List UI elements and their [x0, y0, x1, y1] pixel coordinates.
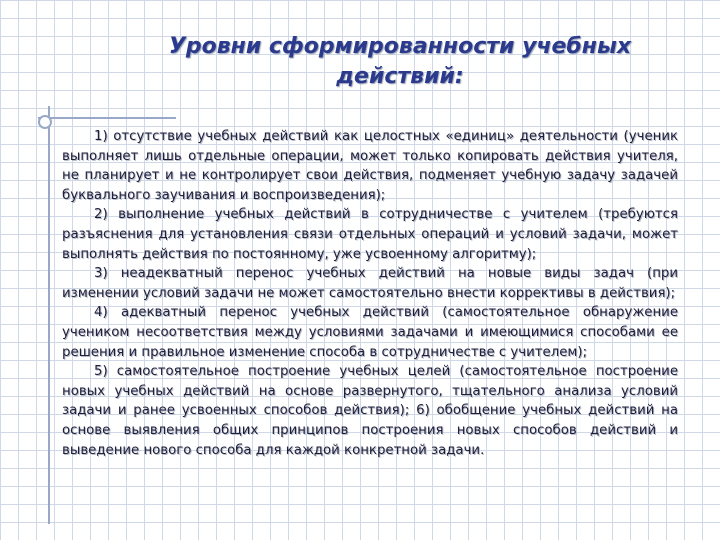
decorative-horizontal-rule: [38, 117, 176, 119]
level-4-paragraph: 4) адекватный перенос учебных действий (самостоятельное обнаружение учеником несоответствия между условиями задачами и имеющимися способами ее решения и правильное изменение способа в сотрудничестве с учителем);: [62, 305, 678, 360]
level-3-paragraph: 3) неадекватный перенос учебных действий на новые виды задач (при изменении условий задачи не может самостоятельно внести коррективы в действия);: [62, 266, 678, 301]
levels-description: [62, 127, 678, 460]
level-1-paragraph: 1) отсутствие учебных действий как целостных «единиц» деятельности (ученик выполняет лишь отдельные операции, может только копировать действия учителя, не планирует и не контролирует свои действия, подменяет учебную задачу задачей буквального заучивания и воспроизведения);: [62, 129, 678, 203]
title-line-2: действий:: [336, 64, 464, 89]
decorative-circle-icon: [38, 115, 52, 129]
level-2-paragraph: 2) выполнение учебных действий в сотрудничестве с учителем (требуются разъяснения для установления связи отдельных операций и условий задачи, может выполнять действия по постоянному, уже усвоенному алгоритму);: [62, 207, 678, 262]
title-line-1: Уровни сформированности учебных: [168, 34, 632, 59]
slide-title: [120, 32, 680, 92]
level-5-6-paragraph: 5) самостоятельное построение учебных целей (самостоятельное построение новых учебных действий на основе развернутого, тщательного анализа условий задачи и ранее усвоенных способов действия); 6) обобщение учебных действий на основе выявления общих принципов построения новых способов действий и выведение нового способа для каждой конкретной задачи.: [62, 364, 678, 458]
decorative-vertical-rule: [48, 106, 50, 524]
